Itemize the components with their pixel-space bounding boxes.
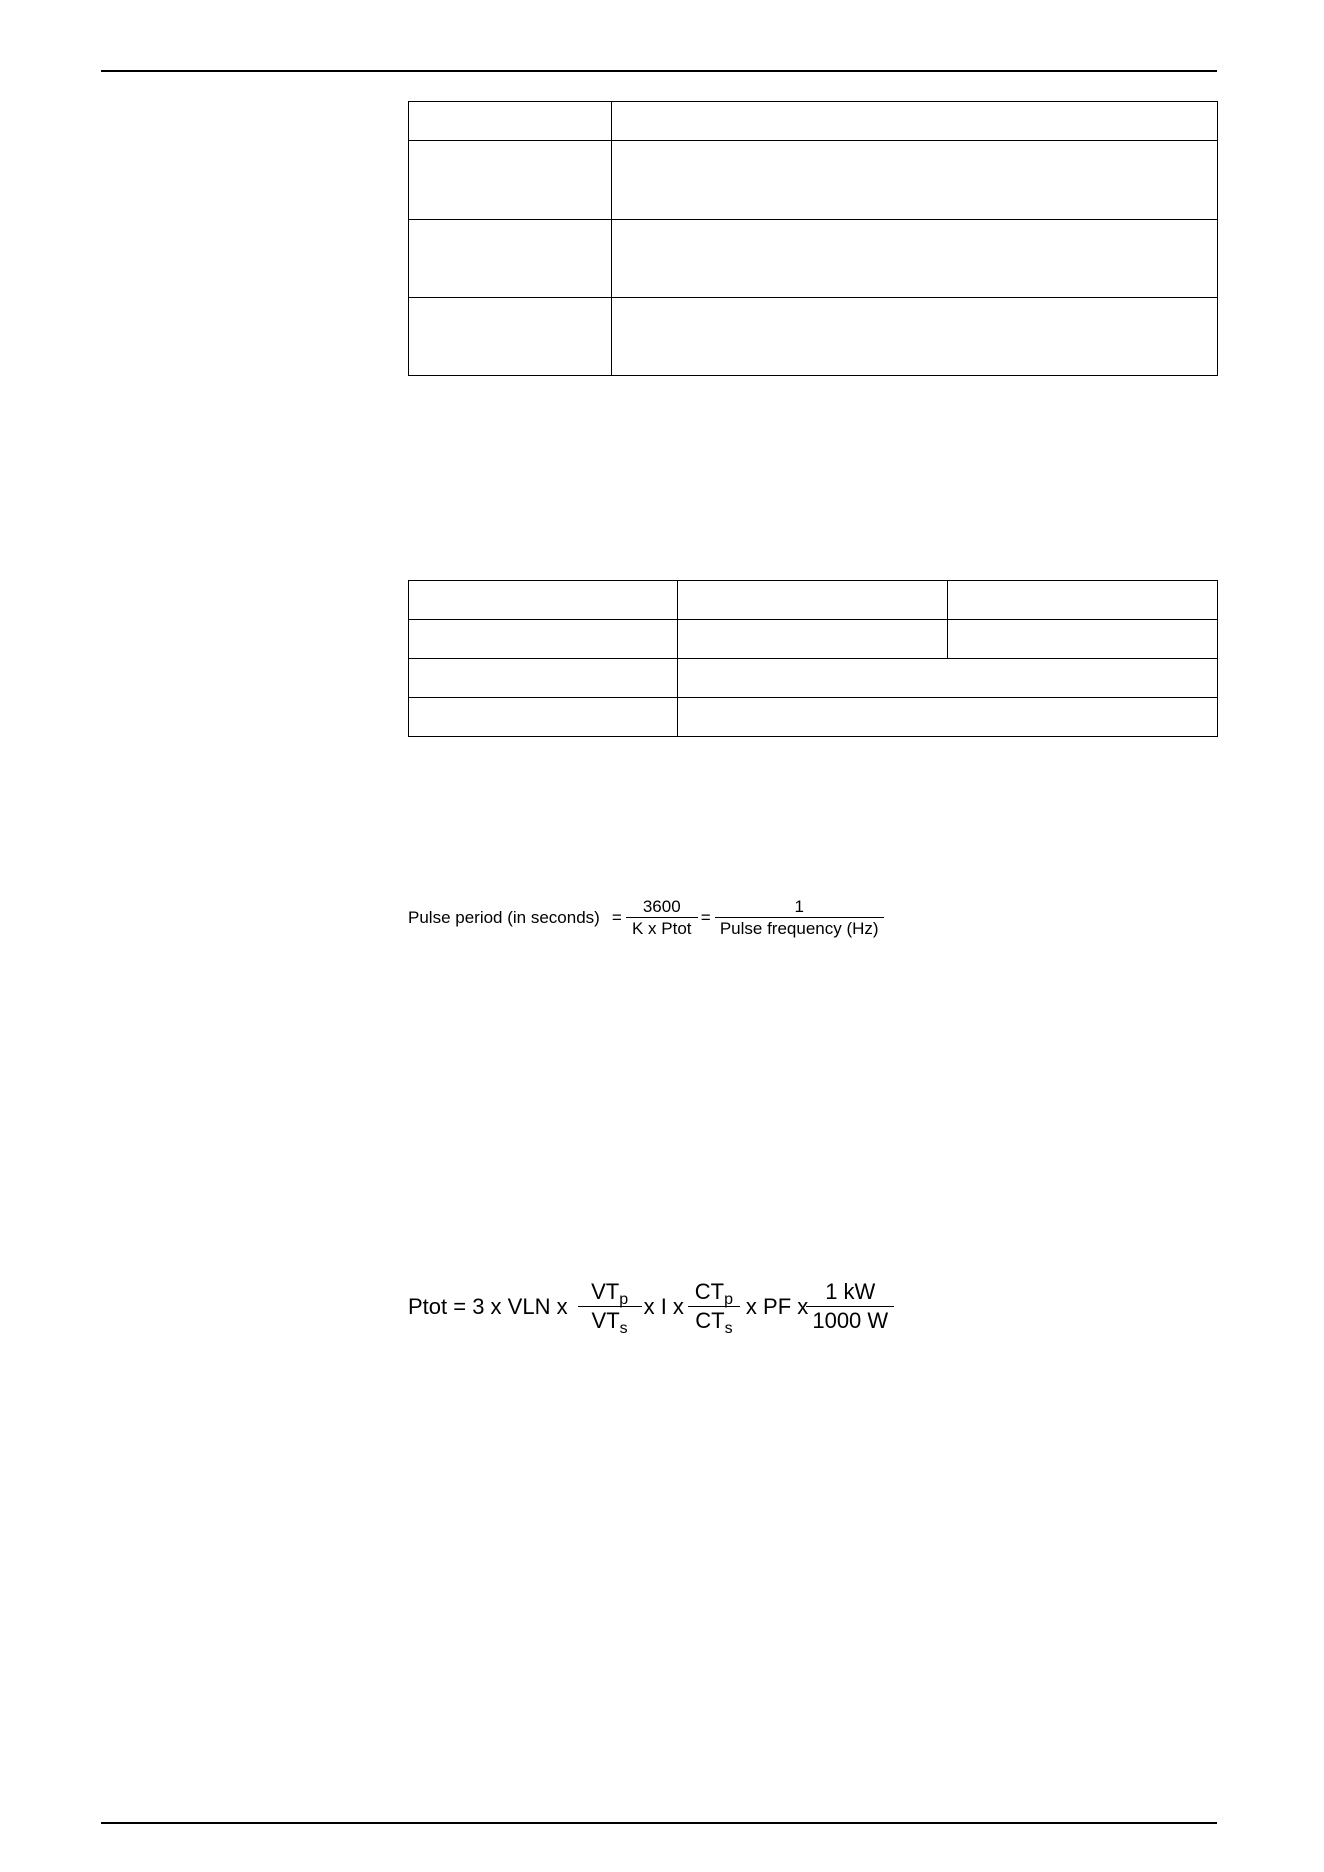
- table-cell: [409, 298, 612, 376]
- table-cell: [409, 141, 612, 220]
- formula-lhs: Pulse period (in seconds): [408, 907, 600, 927]
- footer-rule: [101, 1822, 1217, 1824]
- table-cell: [612, 102, 1218, 141]
- table-cell: [409, 620, 678, 659]
- table-cell: [409, 220, 612, 298]
- formula-equals: =: [611, 907, 622, 927]
- fraction-denominator: $VT_s$: [591, 1308, 628, 1337]
- fraction-numerator: 1 kW: [806, 1278, 894, 1307]
- table-row: [409, 698, 1218, 737]
- table-1: [408, 101, 1218, 376]
- fraction-denominator: 1000 W: [812, 1308, 889, 1333]
- table-2: [408, 580, 1218, 737]
- formula-power-factor: x PF x: [745, 1293, 809, 1319]
- fraction-frequency: [717, 896, 882, 939]
- fraction-numerator: 3600: [626, 896, 698, 918]
- table-cell: [678, 620, 948, 659]
- table-cell: [678, 581, 948, 620]
- header-rule: [101, 70, 1217, 72]
- table-cell: [948, 620, 1218, 659]
- table-cell: [612, 141, 1218, 220]
- table-row: [409, 298, 1218, 376]
- ptot-formula: [408, 1278, 892, 1335]
- table-cell: [409, 698, 678, 737]
- fraction-ct: [690, 1278, 738, 1335]
- formula-equals: =: [700, 907, 711, 927]
- table-cell: [409, 659, 678, 698]
- table-row: [409, 220, 1218, 298]
- table-row: [409, 581, 1218, 620]
- table-cell: [678, 659, 1218, 698]
- fraction-kw: [808, 1278, 892, 1335]
- pulse-period-formula: [408, 896, 882, 939]
- table-cell: [948, 581, 1218, 620]
- fraction-denominator: $CT_s$: [695, 1308, 733, 1337]
- fraction-3600: [628, 896, 696, 939]
- table-cell: [409, 581, 678, 620]
- table-cell: [612, 298, 1218, 376]
- table-row: [409, 659, 1218, 698]
- table-cell: [678, 698, 1218, 737]
- table-row: [409, 620, 1218, 659]
- fraction-vt: [580, 1278, 640, 1335]
- table-row: [409, 141, 1218, 220]
- table-row: [409, 102, 1218, 141]
- fraction-numerator: 1: [715, 896, 884, 918]
- fraction-numerator: $VT_p$: [578, 1278, 642, 1307]
- fraction-denominator: K x Ptot: [632, 919, 692, 938]
- fraction-numerator: $CT_p$: [688, 1278, 740, 1307]
- table-cell: [409, 102, 612, 141]
- fraction-denominator: Pulse frequency (Hz): [719, 919, 879, 938]
- formula-lhs: Ptot = 3 x VLN x: [408, 1293, 568, 1319]
- table-cell: [612, 220, 1218, 298]
- formula-multiply-current: x I x: [643, 1293, 684, 1319]
